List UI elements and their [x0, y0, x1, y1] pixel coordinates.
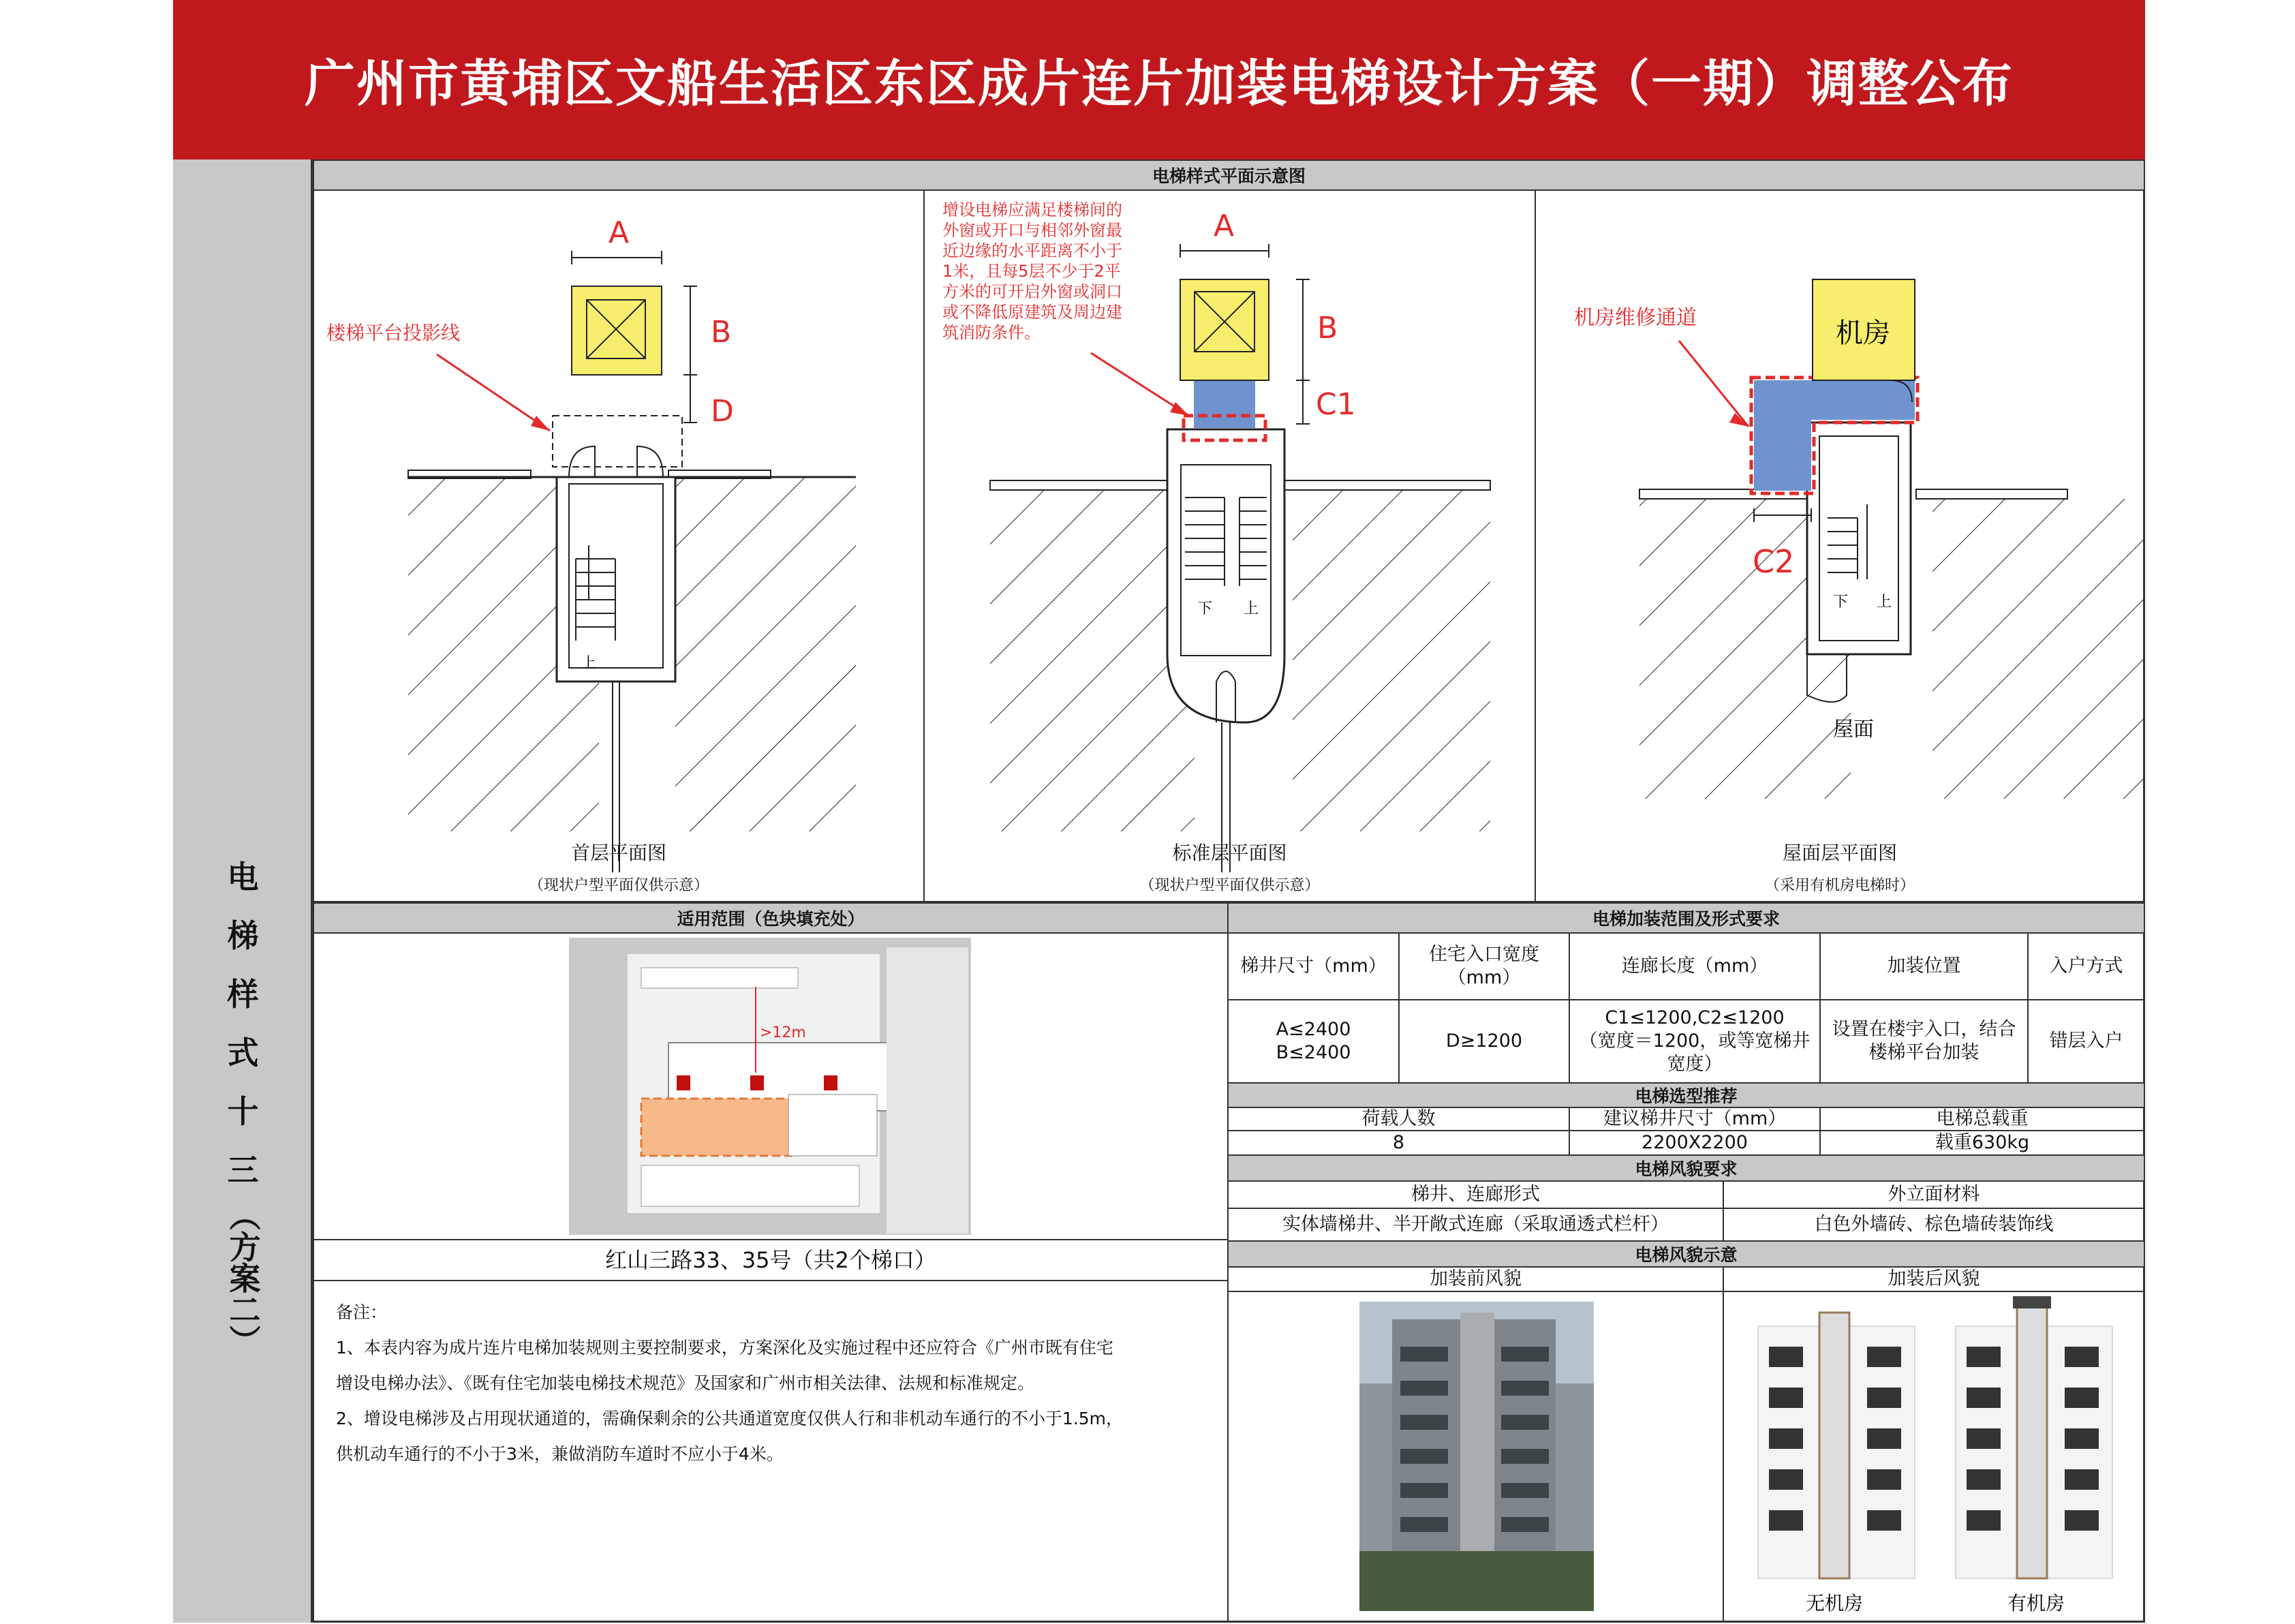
stair-down-label: 下 — [1197, 600, 1213, 617]
standard-floor-title: 标准层平面图 — [1172, 842, 1287, 864]
sidebar-title — [173, 848, 313, 1356]
req-val-shaft: A≤2400 B≤2400 — [1227, 999, 1400, 1084]
elevator-shaft-box — [1180, 279, 1269, 380]
ground-floor-title: 首层平面图 — [570, 842, 666, 864]
roof-floor-note: （采用有机房电梯时） — [1764, 877, 1915, 894]
before-photo-panel — [1227, 1291, 1724, 1623]
stair-up-label: 上 — [581, 655, 597, 672]
appearance-header: 电梯风貌要求 — [1227, 1154, 2145, 1182]
svg-text:增设电梯应满足楼梯间的: 增设电梯应满足楼梯间的 — [942, 200, 1122, 219]
req-col-entry: 入户方式 — [2027, 932, 2145, 1000]
roof-floor-plan-drawing — [1536, 191, 2144, 901]
req-col-entrance: 住宅入口宽度（mm） — [1398, 932, 1570, 1000]
dimension-a-label: A — [1214, 209, 1235, 243]
standard-floor-panel — [923, 189, 1536, 902]
ground-floor-plan-drawing — [314, 191, 923, 901]
platform-projection-callout: 楼梯平台投影线 — [326, 322, 461, 344]
svg-text:近边缘的水平距离不小于: 近边缘的水平距离不小于 — [942, 241, 1122, 260]
after-renderings — [1724, 1292, 2144, 1621]
plan-section-header: 电梯样式平面示意图 — [313, 159, 2145, 191]
app-val-form: 实体墙梯井、半开敞式连廊（采取通透式栏杆） — [1227, 1208, 1724, 1242]
req-val-corridor: C1≤1200,C2≤1200 （宽度＝1200，或等宽梯井宽度） — [1569, 999, 1821, 1084]
distance-label: >12m — [760, 1024, 806, 1041]
notes-line: 1、本表内容为成片连片电梯加装规则主要控制要求，方案深化及实施过程中还应符合《广州市既有住宅 — [336, 1338, 1113, 1358]
req-col-location: 加装位置 — [1819, 932, 2029, 1000]
scope-header: 适用范围（色块填充处） — [313, 902, 1229, 934]
ground-floor-panel — [313, 189, 925, 902]
svg-text:或不降低原建筑及周边建: 或不降低原建筑及周边建 — [942, 303, 1122, 322]
no-machine-room-label: 无机房 — [1806, 1592, 1864, 1614]
req-col-shaft: 梯井尺寸（mm） — [1227, 932, 1400, 1000]
sidebar-char: 梯 — [227, 917, 259, 954]
dimension-b-label: B — [1317, 311, 1338, 346]
machine-room-label: 机房 — [1836, 318, 1890, 349]
notes-line: 供机动车通行的不小于3米，兼做消防车道时不应小于4米。 — [336, 1444, 784, 1464]
ground-floor-note: （现状户型平面仅供示意） — [528, 877, 709, 894]
notes-line: 2、增设电梯涉及占用现状通道的，需确保剩余的公共通道宽度仅供人行和非机动车通行的不小于1.5m， — [336, 1409, 1124, 1428]
gallery-before-label: 加装前风貌 — [1227, 1266, 1724, 1292]
app-val-material: 白色外墙砖、棕色墙砖装饰线 — [1723, 1208, 2145, 1242]
stair-up-label: 上 — [1877, 594, 1892, 611]
req-col-corridor: 连廊长度（mm） — [1569, 932, 1821, 1000]
scope-map-panel — [313, 932, 1229, 1240]
roof-floor-panel — [1535, 189, 2145, 902]
sidebar — [173, 159, 313, 1623]
roof-label: 屋面 — [1833, 718, 1874, 741]
svg-text:外窗或开口与相邻外窗最: 外窗或开口与相邻外窗最 — [942, 221, 1122, 240]
scope-address: 红山三路33、35号（共2个梯口） — [313, 1239, 1229, 1281]
notes-panel — [313, 1280, 1229, 1623]
standard-floor-note: （现状户型平面仅供示意） — [1139, 877, 1320, 894]
sidebar-char-scheme: （方案二） — [224, 1199, 262, 1356]
dimension-a-label: A — [609, 215, 630, 250]
sel-val-shaft-size: 2200X2200 — [1569, 1130, 1821, 1156]
notes-label: 备注： — [336, 1302, 388, 1322]
sidebar-char: 三 — [227, 1152, 259, 1189]
sidebar-char: 电 — [227, 859, 259, 895]
app-col-material: 外立面材料 — [1723, 1180, 2145, 1209]
standard-floor-plan-drawing — [925, 191, 1535, 901]
after-renderings-panel — [1723, 1291, 2145, 1623]
stair-up-label: 上 — [1244, 600, 1259, 617]
requirements-header: 电梯加装范围及形式要求 — [1227, 902, 2145, 934]
site-map — [314, 934, 1227, 1239]
sel-col-load: 电梯总载重 — [1819, 1107, 2145, 1131]
sidebar-char: 十 — [227, 1093, 259, 1130]
sel-col-capacity: 荷载人数 — [1227, 1107, 1570, 1131]
svg-text:筑消防条件。: 筑消防条件。 — [942, 323, 1041, 342]
page-title: 广州市黄埔区文船生活区东区成片连片加装电梯设计方案（一期）调整公布 — [173, 0, 2145, 159]
svg-text:方米的可开启外窗或洞口: 方米的可开启外窗或洞口 — [942, 282, 1122, 301]
roof-floor-title: 屋面层平面图 — [1782, 842, 1897, 864]
maintenance-access-callout: 机房维修通道 — [1574, 306, 1697, 330]
with-machine-room-label: 有机房 — [2007, 1592, 2065, 1614]
notes-line: 增设电梯办法》、《既有住宅加装电梯技术规范》及国家和广州市相关法律、法规和标准规定。 — [336, 1373, 1035, 1393]
sidebar-char: 式 — [227, 1035, 259, 1071]
scope-fill-block — [641, 1099, 792, 1156]
before-photo — [1229, 1292, 1723, 1621]
stair-down-label: 下 — [1833, 594, 1849, 611]
fire-safety-callout — [942, 200, 1122, 342]
dimension-c1-label: C1 — [1316, 387, 1356, 422]
dimension-c2-label: C2 — [1753, 543, 1795, 580]
sel-val-capacity: 8 — [1227, 1130, 1570, 1156]
dimension-b-label: B — [711, 315, 732, 350]
sel-val-load: 载重630kg — [1819, 1130, 2145, 1156]
req-val-entrance: D≥1200 — [1398, 999, 1570, 1084]
svg-text:1米，且每5层不少于2平: 1米，且每5层不少于2平 — [942, 262, 1121, 281]
sidebar-char: 样 — [227, 976, 259, 1013]
app-col-form: 梯井、连廊形式 — [1227, 1180, 1724, 1209]
req-val-entry: 错层入户 — [2027, 999, 2145, 1084]
sel-col-shaft-size: 建议梯井尺寸（mm） — [1569, 1107, 1821, 1131]
req-val-location: 设置在楼宇入口，结合楼梯平台加装 — [1819, 999, 2029, 1084]
dimension-d-label: D — [711, 394, 734, 429]
gallery-after-label: 加装后风貌 — [1723, 1266, 2145, 1292]
gallery-header: 电梯风貌示意 — [1227, 1240, 2145, 1268]
selection-header: 电梯选型推荐 — [1227, 1082, 2145, 1108]
